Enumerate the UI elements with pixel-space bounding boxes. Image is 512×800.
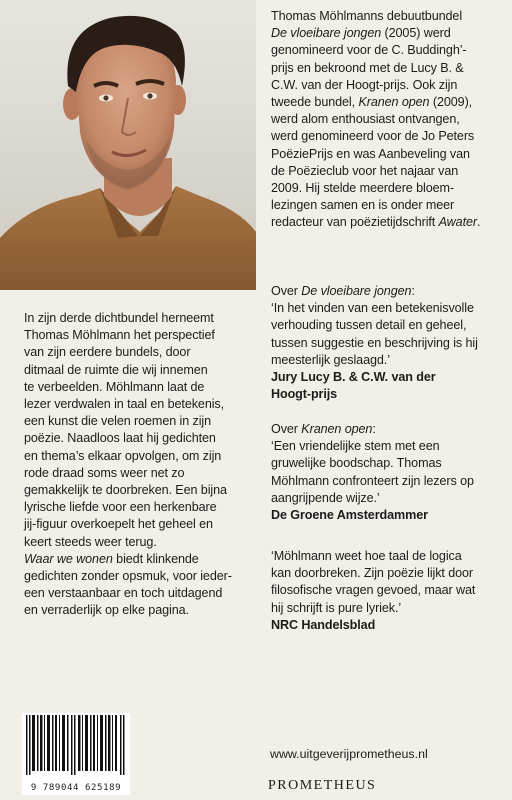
review-quote-1	[271, 283, 503, 403]
blurb-line: Thomas Möhlmann het perspectief	[24, 328, 215, 343]
review-heading	[271, 283, 503, 300]
quote-line: tussen suggestie en beschrijving is hij	[271, 335, 478, 350]
quote-line: verhouding tussen detail en geheel,	[271, 318, 467, 333]
bio-text: .	[476, 215, 481, 230]
bio-line: C.W. van der Hoogt-prijs. Ook zijn	[271, 77, 458, 92]
quote-source: NRC Handelsblad	[271, 617, 376, 632]
book-title: Waar we wonen	[24, 551, 113, 566]
quote-source: Jury Lucy B. & C.W. van der	[271, 370, 436, 385]
quote-line: ‘Een vriendelijke stem met een	[271, 439, 440, 454]
blurb-line: een kunst die velen roemen in zijn	[24, 414, 212, 429]
bio-line: genomineerd voor de C. Buddingh’-	[271, 43, 467, 58]
blurb-line: In zijn derde dichtbundel herneemt	[24, 311, 214, 325]
quote-line: filosofische vragen gevoed, maar wat	[271, 583, 476, 598]
book-title: De vloeibare jongen	[271, 26, 382, 41]
book-title: Kranen open	[358, 95, 430, 110]
bio-text: (2009),	[429, 95, 473, 110]
blurb-line: lezer verdwalen in taal en betekenis,	[24, 397, 225, 412]
blurb-text: biedt klinkende	[112, 551, 199, 566]
barcode-icon	[26, 715, 126, 775]
book-title: De vloeibare jongen	[301, 284, 412, 298]
quote-source: Hoogt-prijs	[271, 387, 338, 402]
blurb-line: jij-figuur overkoepelt het geheel en	[24, 517, 213, 532]
review-heading-text: :	[411, 284, 415, 298]
quote-line: meesterlijk geslaagd.’	[271, 352, 390, 367]
isbn-number: 9 789044 625189	[30, 783, 122, 793]
quote-line: hij schrijft is pure lyriek.’	[271, 600, 402, 615]
bio-line: Thomas Möhlmanns debuutbundel	[271, 9, 463, 23]
book-title: Kranen open	[301, 422, 373, 436]
blurb-line: gedichten zonder opsmuk, voor ieder-	[24, 569, 232, 584]
isbn-barcode	[22, 713, 130, 795]
review-heading-text: Over	[271, 284, 302, 298]
bio-line: PoëziePrijs en was Aanbeveling van	[271, 146, 470, 161]
bio-text: (2005) werd	[381, 26, 451, 41]
bio-line: de Poëzieclub voor het najaar van	[271, 163, 459, 178]
author-portrait-icon	[0, 0, 256, 290]
blurb-line: keert steeds weer terug.	[24, 534, 157, 549]
blurb-line: poëzie. Naadloos laat hij gedichten	[24, 431, 216, 446]
blurb-line	[24, 551, 254, 568]
bio-line	[271, 94, 503, 111]
bio-line: lezingen samen en is onder meer	[271, 198, 455, 213]
blurb-line: en verraderlijk op elke pagina.	[24, 603, 189, 618]
magazine-title: Awater	[438, 215, 477, 230]
publisher-logo: PROMETHEUS	[268, 778, 377, 793]
blurb-line: en thema’s elkaar opvolgen, om zijn	[24, 448, 222, 463]
review-quote-3	[271, 548, 503, 634]
bio-line: werd alom enthousiast ontvangen,	[271, 112, 460, 127]
book-blurb	[24, 310, 254, 620]
quote-line: aangrijpende wijze.’	[271, 490, 380, 505]
blurb-line: ditmaal de ruimte die wij innemen	[24, 362, 208, 377]
quote-line: kan doorbreken. Zijn poëzie lijkt door	[271, 566, 474, 581]
blurb-line: een verstaanbaar en toch uitdagend	[24, 586, 223, 601]
review-heading-text: Over	[271, 422, 302, 436]
bio-text: tweede bundel,	[271, 95, 359, 110]
blurb-line: gemakkelijk te doorbreken. Een bijna	[24, 483, 227, 498]
bio-line	[271, 25, 503, 42]
quote-line: Möhlmann confronteert zijn lezers op	[271, 473, 474, 488]
bio-line: 2009. Hij stelde meerdere bloem-	[271, 181, 455, 196]
quote-line: gruwelijke boodschap. Thomas	[271, 456, 442, 471]
author-bio	[271, 8, 503, 232]
review-quote-2	[271, 421, 503, 524]
blurb-line: lyrische liefde voor een herkenbare	[24, 500, 217, 515]
blurb-line: rode draad soms weer net zo	[24, 465, 185, 480]
review-heading-text: :	[372, 422, 376, 436]
review-heading	[271, 421, 503, 438]
quote-line: ‘In het vinden van een betekenisvolle	[271, 301, 474, 316]
quote-source: De Groene Amsterdammer	[271, 508, 428, 523]
bio-line: prijs en bekroond met de Lucy B. &	[271, 60, 464, 75]
publisher-website[interactable]: www.uitgeverijprometheus.nl	[270, 747, 428, 761]
author-photo	[0, 0, 256, 290]
blurb-line: van zijn eerdere bundels, door	[24, 345, 191, 360]
blurb-line: te verbeelden. Möhlmann laat de	[24, 379, 205, 394]
bio-line: werd genomineerd voor de Jo Peters	[271, 129, 475, 144]
bio-text: redacteur van poëzietijdschrift	[271, 215, 439, 230]
bio-line	[271, 214, 503, 231]
quote-line: ‘Möhlmann weet hoe taal de logica	[271, 549, 462, 563]
